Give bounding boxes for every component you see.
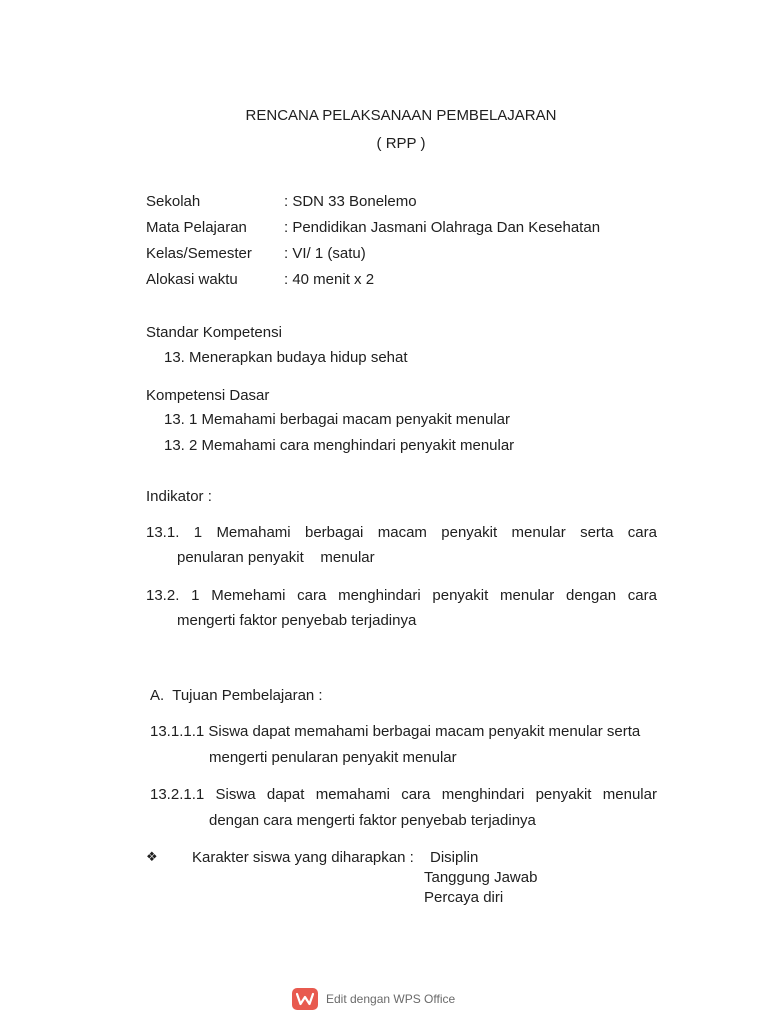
document-subtitle: ( RPP ) — [376, 135, 426, 152]
diamond-bullet-icon: ❖ — [146, 849, 158, 864]
tujuan-heading: A. Tujuan Pembelajaran : — [150, 687, 323, 704]
value-mata-pelajaran: : Pendidikan Jasmani Olahraga Dan Kesehatan — [284, 219, 601, 236]
kompetensi-dasar-item: 13. 2 Memahami cara menghindari penyakit menular — [164, 437, 515, 454]
value-sekolah: : SDN 33 Bonelemo — [284, 193, 417, 210]
indikator-item-2-line-1: 13.2. 1 Memehami cara menghindari penyakit menular dengan cara — [146, 587, 657, 604]
document-title: RENCANA PELAKSANAAN PEMBELAJARAN — [245, 107, 557, 124]
tujuan-item-1-line-1: 13.1.1.1 Siswa dapat memahami berbagai macam penyakit menular serta — [150, 723, 641, 740]
karakter-value: Tanggung Jawab — [424, 869, 538, 886]
tujuan-item-1-line-2: mengerti penularan penyakit menular — [209, 749, 457, 766]
karakter-value: Disiplin — [430, 849, 479, 866]
wps-logo-icon — [292, 988, 318, 1010]
value-kelas-semester: : VI/ 1 (satu) — [284, 245, 366, 262]
kompetensi-dasar-heading: Kompetensi Dasar — [146, 387, 270, 404]
label-alokasi-waktu: Alokasi waktu — [146, 271, 238, 288]
label-mata-pelajaran: Mata Pelajaran — [146, 219, 247, 236]
indikator-heading: Indikator : — [146, 488, 212, 505]
value-alokasi-waktu: : 40 menit x 2 — [284, 271, 375, 288]
label-sekolah: Sekolah — [146, 193, 201, 210]
standar-kompetensi-item: 13. Menerapkan budaya hidup sehat — [164, 349, 408, 366]
indikator-item-1-line-2: penularan penyakit menular — [177, 549, 375, 566]
kompetensi-dasar-item: 13. 1 Memahami berbagai macam penyakit menular — [164, 411, 511, 428]
wps-edit-link[interactable] — [292, 988, 455, 1010]
tujuan-item-2-line-2: dengan cara mengerti faktor penyebab terjadinya — [209, 812, 536, 829]
standar-kompetensi-heading: Standar Kompetensi — [146, 324, 282, 341]
karakter-label: Karakter siswa yang diharapkan : — [192, 849, 414, 866]
karakter-value: Percaya diri — [424, 889, 504, 906]
tujuan-item-2-line-1: 13.2.1.1 Siswa dapat memahami cara menghindari penyakit menular — [150, 786, 657, 803]
wps-edit-text: Edit dengan WPS Office — [326, 992, 456, 1006]
indikator-item-2-line-2: mengerti faktor penyebab terjadinya — [177, 612, 417, 629]
label-kelas-semester: Kelas/Semester — [146, 245, 252, 262]
indikator-item-1-line-1: 13.1. 1 Memahami berbagai macam penyakit menular serta cara — [146, 524, 657, 541]
